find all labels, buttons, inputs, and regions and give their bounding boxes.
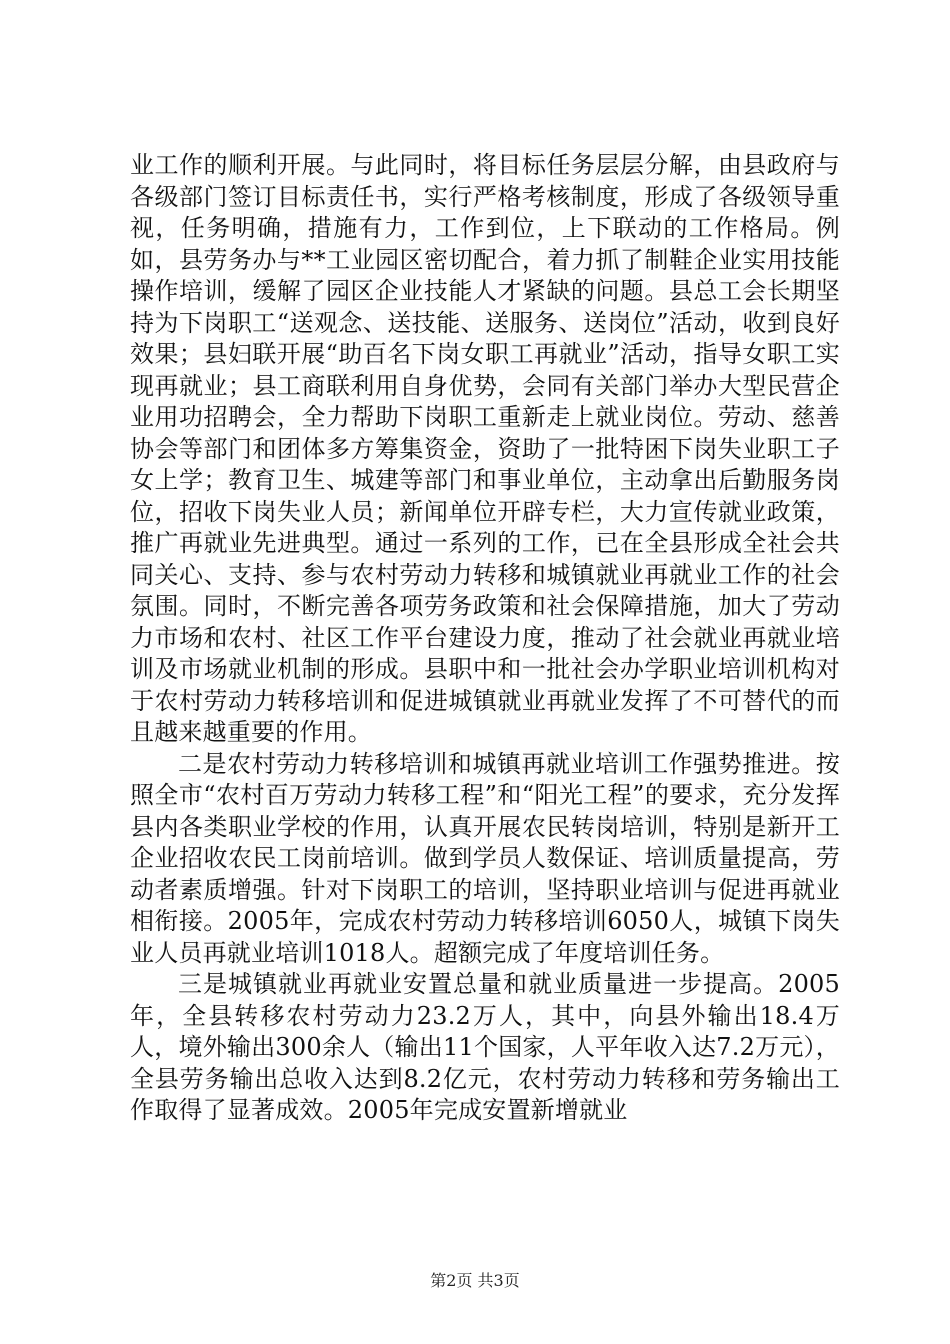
paragraph-employment: 三是城镇就业再就业安置总量和就业质量进一步提高。2005年，全县转移农村劳动力23.2万人，其中，向县外输出18.4万人，境外输出300余人（输出11个国家，人平年收入达7.2万元），全县劳务输出总收入达到8.2亿元，农村劳动力转移和劳务输出工作取得了显著成效。2005年完成安置新增就业 xyxy=(130,970,840,1124)
paragraph-training: 二是农村劳动力转移培训和城镇再就业培训工作强势推进。按照全市“农村百万劳动力转移工程”和“阳光工程”的要求，充分发挥县内各类职业学校的作用，认真开展农民转岗培训，特别是新开工企业招收农民工岗前培训。做到学员人数保证、培训质量提高，劳动者素质增强。针对下岗职工的培训，坚持职业培训与促进再就业相衔接。2005年，完成农村劳动力转移培训6050人，城镇下岗失业人员再就业培训1018人。超额完成了年度培训任务。 xyxy=(130,749,840,967)
document-body xyxy=(130,150,840,1127)
page-number-footer: 第2页 共3页 xyxy=(430,1271,520,1290)
paragraph-continuation: 业工作的顺利开展。与此同时，将目标任务层层分解，由县政府与各级部门签订目标责任书，实行严格考核制度，形成了各级领导重视，任务明确，措施有力，工作到位，上下联动的工作格局。例如，县劳务办与**工业园区密切配合，着力抓了制鞋企业实用技能操作培训，缓解了园区企业技能人才紧缺的问题。县总工会长期坚持为下岗职工“送观念、送技能、送服务、送岗位”活动，收到良好效果；县妇联开展“助百名下岗女职工再就业”活动，指导女职工实现再就业；县工商联利用自身优势，会同有关部门举办大型民营企业用功招聘会，全力帮助下岗职工重新走上就业岗位。劳动、慈善协会等部门和团体多方筹集资金，资助了一批特困下岗失业职工子女上学；教育卫生、城建等部门和事业单位，主动拿出后勤服务岗位，招收下岗失业人员；新闻单位开辟专栏，大力宣传就业政策，推广再就业先进典型。通过一系列的工作，已在全县形成全社会共同关心、支持、参与农村劳动力转移和城镇就业再就业工作的社会氛围。同时，不断完善各项劳务政策和社会保障措施，加大了劳动力市场和农村、社区工作平台建设力度，推动了社会就业再就业培训及市场就业机制的形成。县职中和一批社会办学职业培训机构对于农村劳动力转移培训和促进城镇就业再就业发挥了不可替代的而且越来越重要的作用。 xyxy=(130,151,840,746)
